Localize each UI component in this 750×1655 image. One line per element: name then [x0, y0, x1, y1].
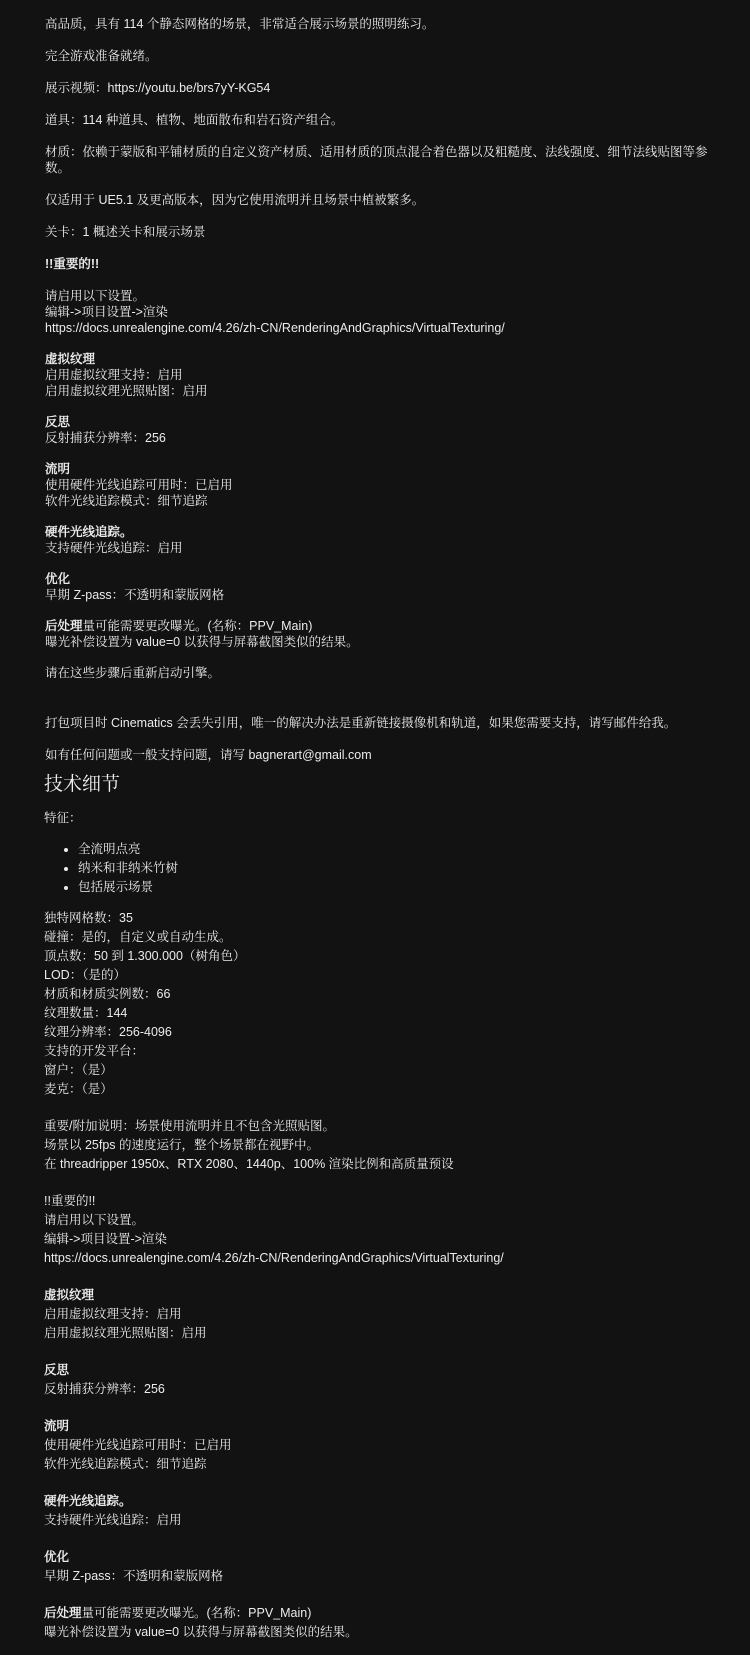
- post-process-text-2: 量可能需要更改曝光。(名称：PPV_Main): [81, 1606, 312, 1620]
- settings-path-text-2: 编辑->项目设置->渲染: [44, 1232, 167, 1246]
- restart-text: 请在这些步骤后重新启动引擎。: [45, 666, 221, 680]
- enable-settings-text: 请启用以下设置。: [45, 289, 146, 303]
- post-process-section: [45, 618, 710, 650]
- features-list: [44, 840, 710, 897]
- spec-line: 独特网格数：35: [44, 911, 133, 925]
- levels-text: 关卡：1 概述关卡和展示场景: [45, 225, 206, 239]
- spec-line: 窗户：（是）: [44, 1063, 113, 1077]
- post-process-title: 后处理: [45, 619, 83, 633]
- reflection-title-2: 反思: [44, 1363, 70, 1377]
- spec-line: 材质和材质实例数：66: [44, 987, 171, 1001]
- lumen-section: [45, 461, 710, 509]
- lumen-section-2: [44, 1417, 710, 1474]
- showcase-video-link[interactable]: 展示视频：https://youtu.be/brs7yY-KG54: [45, 81, 271, 95]
- hardware-raytracing-text: 支持硬件光线追踪：启用: [45, 541, 183, 555]
- important-heading: !!重要的!!: [45, 257, 100, 271]
- virtual-texture-title-2: 虚拟纹理: [44, 1288, 95, 1302]
- lumen-title: 流明: [45, 462, 71, 476]
- settings-path-text: 编辑->项目设置->渲染: [45, 305, 168, 319]
- lumen-hardware-text-2: 使用硬件光线追踪可用时：已启用: [44, 1438, 232, 1452]
- version-text: 仅适用于 UE5.1 及更高版本，因为它使用流明并且场景中植被繁多。: [45, 193, 425, 207]
- intro-paragraph: 高品质，具有 114 个静态网格的场景，非常适合展示场景的照明练习。: [45, 17, 435, 31]
- virtual-texturing-docs-link-2[interactable]: https://docs.unrealengine.com/4.26/zh-CN/RenderingAndGraphics/VirtualTexturing/: [44, 1251, 504, 1265]
- reflection-resolution-text-2: 反射捕获分辨率：256: [44, 1382, 165, 1396]
- list-item: • 包括展示场景: [78, 878, 710, 897]
- hardware-raytracing-section-2: [44, 1492, 710, 1530]
- optimization-section: [45, 571, 710, 603]
- post-process-section-2: [44, 1604, 710, 1642]
- optimization-section-2: [44, 1548, 710, 1586]
- spec-line: LOD：（是的）: [44, 968, 126, 982]
- reflection-section-2: [44, 1361, 710, 1399]
- additional-note: 在 threadripper 1950x、RTX 2080、1440p、100% 渲染比例和高质量预设: [44, 1157, 454, 1171]
- important-heading-2: !!重要的!!: [44, 1194, 96, 1208]
- hardware-raytracing-text-2: 支持硬件光线追踪：启用: [44, 1513, 182, 1527]
- spec-line: 支持的开发平台：: [44, 1044, 145, 1058]
- settings-intro-2: [44, 1192, 710, 1268]
- spec-line: 顶点数：50 到 1.300.000（树角色）: [44, 949, 246, 963]
- lumen-software-text-2: 软件光线追踪模式：细节追踪: [44, 1457, 207, 1471]
- post-process-title-2: 后处理: [44, 1606, 82, 1620]
- features-label: 特征：: [44, 811, 82, 825]
- reflection-resolution-text: 反射捕获分辨率：256: [45, 431, 166, 445]
- reflection-title: 反思: [45, 415, 71, 429]
- exposure-text-2: 曝光补偿设置为 value=0 以获得与屏幕截图类似的结果。: [44, 1625, 358, 1639]
- post-process-text: 量可能需要更改曝光。(名称：PPV_Main): [82, 619, 313, 633]
- hardware-raytracing-section: [45, 524, 710, 556]
- spec-line: 纹理分辨率：256-4096: [44, 1025, 172, 1039]
- optimization-title: 优化: [45, 572, 71, 586]
- game-ready-text: 完全游戏准备就绪。: [45, 49, 158, 63]
- list-item: • 全流明点亮: [78, 840, 710, 859]
- optimization-title-2: 优化: [44, 1550, 70, 1564]
- virtual-texture-lightmap-text: 启用虚拟纹理光照贴图：启用: [45, 384, 208, 398]
- lumen-hardware-text: 使用硬件光线追踪可用时：已启用: [45, 478, 233, 492]
- reflection-section: [45, 414, 710, 446]
- exposure-text: 曝光补偿设置为 value=0 以获得与屏幕截图类似的结果。: [45, 635, 359, 649]
- spec-line: 碰撞：是的，自定义或自动生成。: [44, 930, 232, 944]
- enable-settings-text-2: 请启用以下设置。: [44, 1213, 145, 1227]
- spec-line: 麦克：（是）: [44, 1082, 113, 1096]
- virtual-texture-support-text: 启用虚拟纹理支持：启用: [45, 368, 183, 382]
- additional-notes-block: [44, 1117, 710, 1174]
- additional-note: 重要/附加说明：场景使用流明并且不包含光照贴图。: [44, 1119, 335, 1133]
- lumen-title-2: 流明: [44, 1419, 70, 1433]
- technical-details-heading: 技术细节: [44, 774, 121, 795]
- support-contact: 如有任何问题或一般支持问题，请写 bagnerart@gmail.com: [45, 748, 372, 762]
- settings-intro: [45, 288, 710, 336]
- hardware-raytracing-title-2: 硬件光线追踪。: [44, 1494, 132, 1508]
- early-zpass-text: 早期 Z-pass：不透明和蒙版网格: [45, 588, 225, 602]
- virtual-texture-title: 虚拟纹理: [45, 352, 96, 366]
- virtual-texture-section: [45, 351, 710, 399]
- materials-text: 材质：依赖于蒙版和平铺材质的自定义资产材质、适用材质的顶点混合着色器以及粗糙度、法线强度、细节法线贴图等参数。: [45, 145, 708, 175]
- hardware-raytracing-title: 硬件光线追踪。: [45, 525, 133, 539]
- specs-block: [44, 909, 710, 1099]
- early-zpass-text-2: 早期 Z-pass：不透明和蒙版网格: [44, 1569, 224, 1583]
- virtual-texturing-docs-link[interactable]: https://docs.unrealengine.com/4.26/zh-CN/RenderingAndGraphics/VirtualTexturing/: [45, 321, 505, 335]
- virtual-texture-support-text-2: 启用虚拟纹理支持：启用: [44, 1307, 182, 1321]
- props-text: 道具：114 种道具、植物、地面散布和岩石资产组合。: [45, 113, 344, 127]
- lumen-software-text: 软件光线追踪模式：细节追踪: [45, 494, 208, 508]
- cinematics-note: 打包项目时 Cinematics 会丢失引用，唯一的解决办法是重新链接摄像机和轨道，如果您需要支持，请写邮件给我。: [45, 716, 677, 730]
- spec-line: 纹理数量：144: [44, 1006, 128, 1020]
- list-item: • 纳米和非纳米竹树: [78, 859, 710, 878]
- additional-note: 场景以 25fps 的速度运行，整个场景都在视野中。: [44, 1138, 320, 1152]
- virtual-texture-lightmap-text-2: 启用虚拟纹理光照贴图：启用: [44, 1326, 207, 1340]
- virtual-texture-section-2: [44, 1286, 710, 1343]
